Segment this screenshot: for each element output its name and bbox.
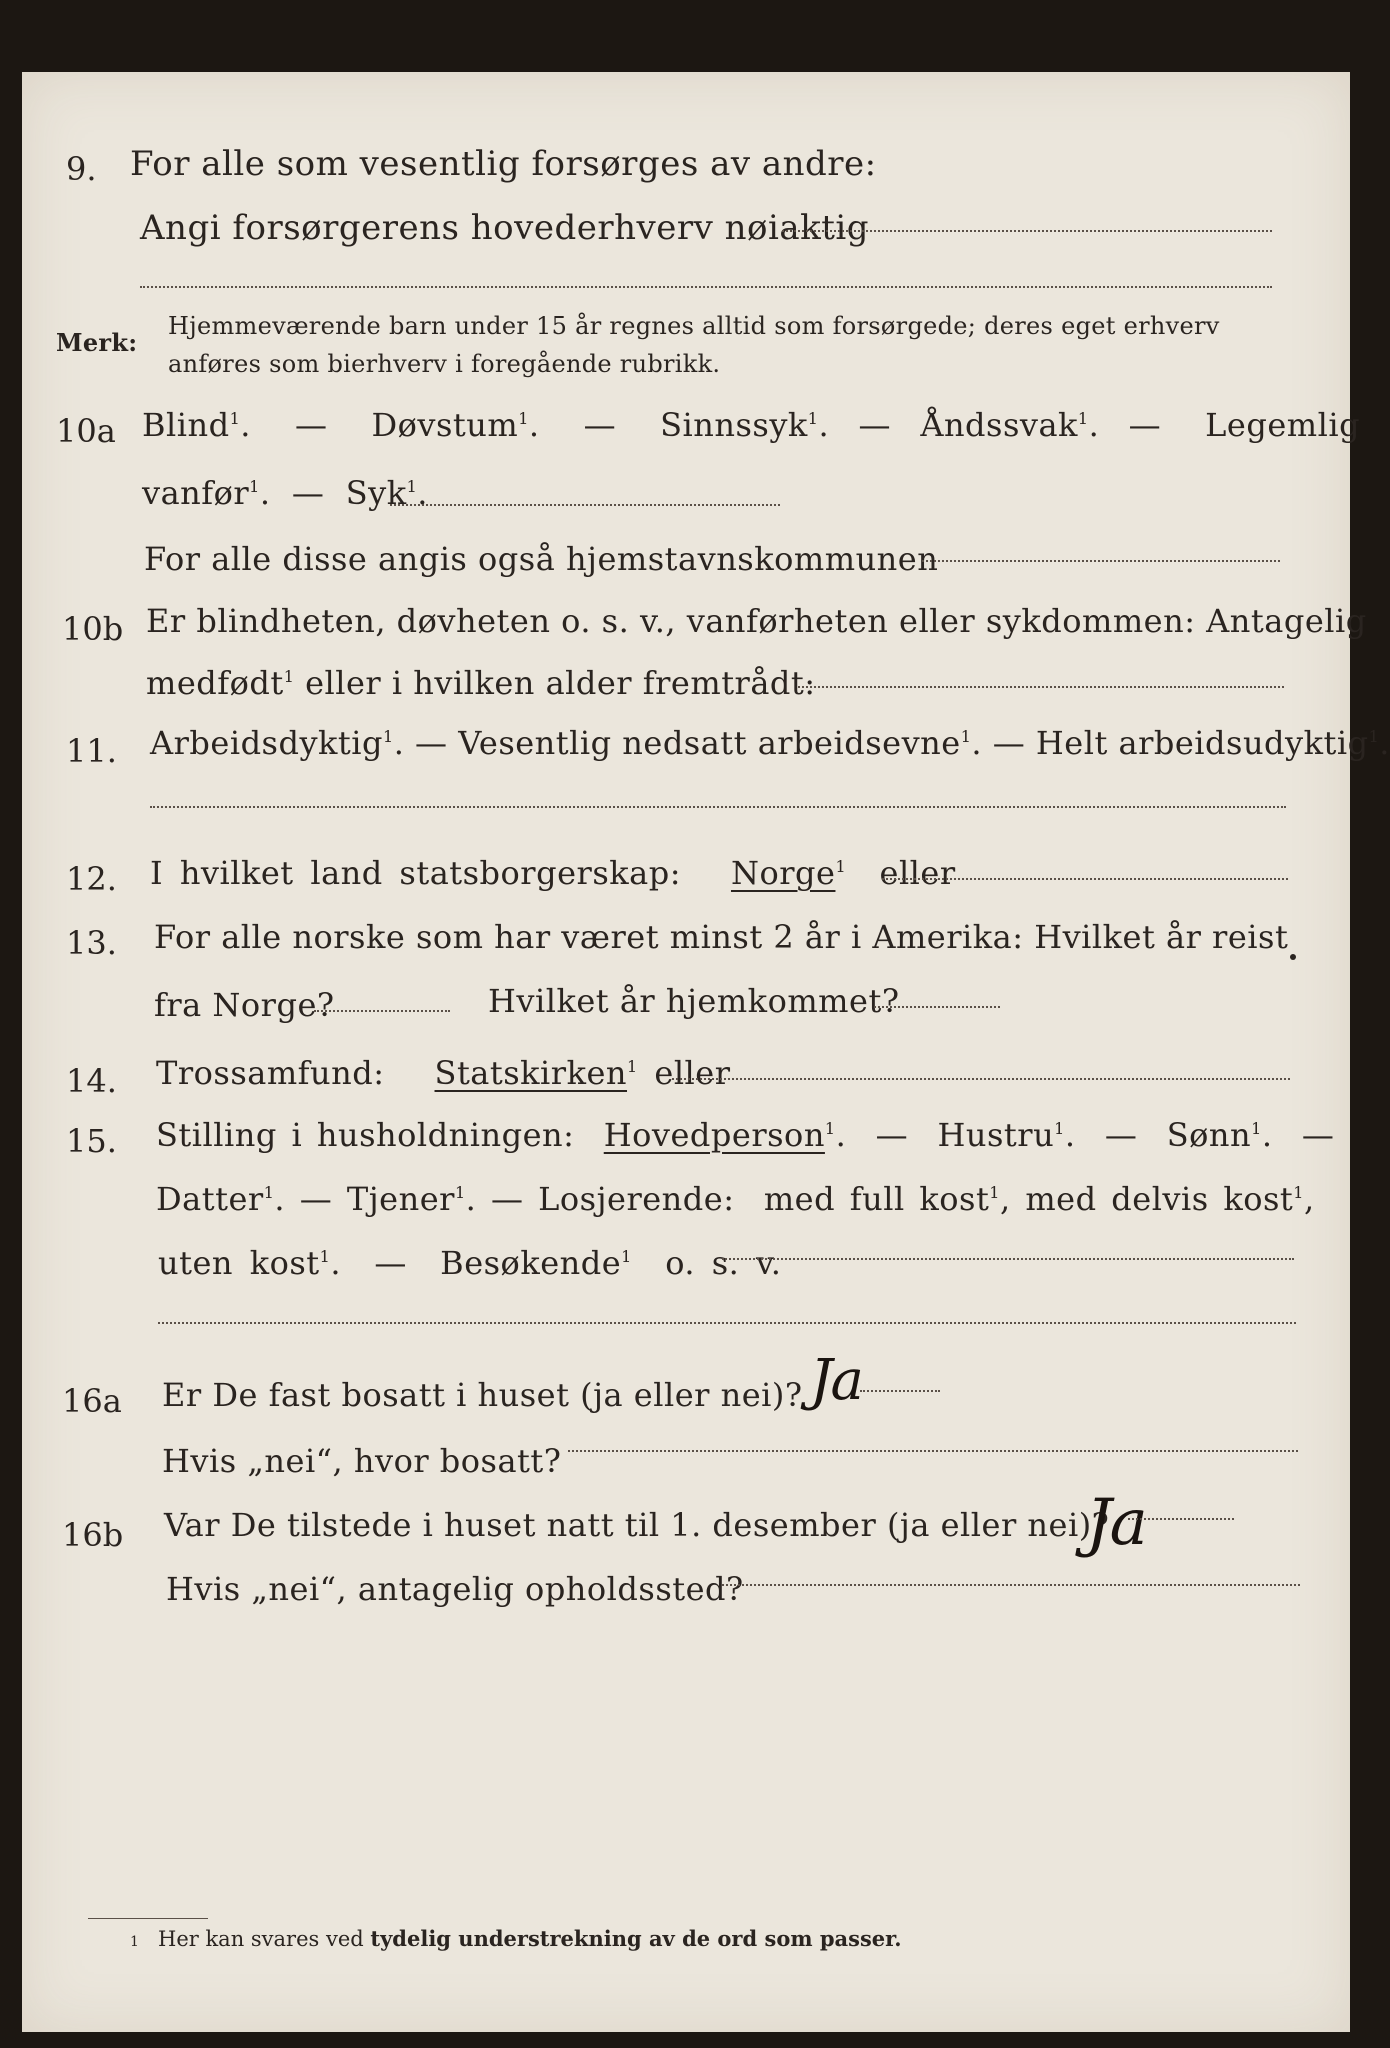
option-sinnssyk[interactable]: Sinnssyk	[660, 406, 808, 444]
option-legemlig[interactable]: Legemlig	[1205, 406, 1361, 444]
q15-line1: Stilling i husholdningen: Hovedperson$^1$. — Hustru$^1$. — Sønn$^1$. —	[156, 1116, 1335, 1154]
option-nedsatt[interactable]: Vesentlig nedsatt arbeidsevne	[458, 724, 961, 762]
footnote-rule	[88, 1918, 208, 1919]
merk-line2: anføres som bierhverv i foregående rubrikk.	[168, 350, 721, 378]
option-arbeidsdyktig[interactable]: Arbeidsdyktig	[150, 724, 383, 762]
q10a-line2: vanfør$^1$. — Syk$^1$.	[142, 474, 428, 512]
option-medfodt[interactable]: medfødt	[146, 664, 284, 702]
option-syk[interactable]: Syk	[345, 474, 407, 512]
q16b-number: 16b	[62, 1516, 124, 1554]
footnote-marker: 1	[130, 1934, 139, 1950]
q9-answer-line[interactable]	[782, 230, 1272, 232]
q13-fra-norge: fra Norge?	[154, 986, 335, 1024]
merk-label: Merk:	[56, 328, 138, 357]
q15-line2: Datter$^1$. — Tjener$^1$. — Losjerende: med full kost$^1$, med delvis kost$^1$,	[156, 1180, 1315, 1218]
q10b-answer-line[interactable]	[798, 686, 1284, 688]
q15-number: 15.	[66, 1122, 117, 1160]
census-form-page	[22, 72, 1390, 2032]
q16a-bosatt-line[interactable]	[568, 1450, 1298, 1452]
q10b-line1: Er blindheten, døvheten o. s. v., vanførheten eller sykdommen: Antagelig	[146, 602, 1367, 640]
option-norge[interactable]: Norge	[730, 854, 836, 892]
option-andssvak[interactable]: Åndssvak	[920, 406, 1078, 444]
q15-answer-line[interactable]	[722, 1258, 1294, 1260]
option-vanfor[interactable]: vanfør	[142, 474, 250, 512]
option-hustru[interactable]: Hustru	[937, 1116, 1055, 1154]
q9-line1: For alle som vesentlig forsørges av andre:	[130, 144, 877, 184]
q10b-number: 10b	[62, 610, 124, 648]
q12-line: I hvilket land statsborgerskap: Norge$^1$ eller	[150, 854, 956, 892]
option-besokende[interactable]: Besøkende	[440, 1244, 622, 1282]
q13-reist-line[interactable]	[314, 1010, 450, 1012]
q14-line: Trossamfund: Statskirken$^1$ eller	[156, 1054, 731, 1092]
option-hovedperson[interactable]: Hovedperson	[603, 1116, 825, 1154]
q10b-line2: medfødt$^1$ eller i hvilken alder fremtrådt:	[146, 664, 816, 702]
q13-hjemkommet: Hvilket år hjemkommet?	[488, 982, 900, 1020]
option-full-kost[interactable]: med full kost	[763, 1180, 990, 1218]
q16a-line2: Hvis „nei“, hvor bosatt?	[162, 1442, 562, 1480]
q14-answer-line[interactable]	[672, 1078, 1290, 1080]
q9-number: 9.	[66, 150, 97, 188]
q10a-hjemstavn-line[interactable]	[922, 560, 1280, 562]
q13-number: 13.	[66, 924, 117, 962]
q16b-line2: Hvis „nei“, antagelig opholdssted?	[166, 1570, 744, 1608]
option-uten-kost[interactable]: uten kost	[158, 1244, 320, 1282]
q11-line: Arbeidsdyktig$^1$. — Vesentlig nedsatt arbeidsevne$^1$. — Helt arbeidsudyktig$^1$.	[150, 724, 1390, 762]
q10a-number: 10a	[56, 412, 116, 450]
q9-line2: Angi forsørgerens hovederhverv nøiaktig	[140, 208, 870, 248]
option-tjener[interactable]: Tjener	[346, 1180, 455, 1218]
footnote-text: Her kan svares ved tydelig understrekning av de ord som passer.	[158, 1926, 902, 1951]
q10a-syk-line[interactable]	[390, 504, 780, 506]
option-statskirken[interactable]: Statskirken	[434, 1054, 628, 1092]
option-udyktig[interactable]: Helt arbeidsudyktig	[1035, 724, 1369, 762]
merk-line1: Hjemmeværende barn under 15 år regnes alltid som forsørgede; deres eget erhverv	[168, 312, 1220, 340]
q13-hjemkommet-line[interactable]	[874, 1006, 1000, 1008]
ink-speck	[1290, 954, 1296, 960]
q15-line3: uten kost$^1$. — Besøkende$^1$ o. s. v.	[158, 1244, 782, 1282]
q16a-answer-line[interactable]	[860, 1390, 940, 1392]
q15-answer-line-2[interactable]	[158, 1322, 1296, 1324]
q9-answer-line-2[interactable]	[140, 286, 1272, 288]
q16a-handwritten-answer[interactable]: Ja	[810, 1348, 862, 1413]
option-sonn[interactable]: Sønn	[1166, 1116, 1252, 1154]
q14-number: 14.	[66, 1062, 117, 1100]
q16a-line1: Er De fast bosatt i huset (ja eller nei)?	[162, 1376, 803, 1414]
q12-number: 12.	[66, 860, 117, 898]
q16b-opholdssted-line[interactable]	[722, 1584, 1300, 1586]
q13-line1: For alle norske som har været minst 2 år i Amerika: Hvilket år reist	[154, 918, 1289, 956]
q16a-number: 16a	[62, 1382, 122, 1420]
option-blind[interactable]: Blind	[142, 406, 230, 444]
q11-answer-line[interactable]	[150, 806, 1286, 808]
q11-number: 11.	[66, 732, 117, 770]
option-dovstum[interactable]: Døvstum	[371, 406, 519, 444]
q16b-answer-line[interactable]	[1128, 1518, 1234, 1520]
q12-answer-line[interactable]	[882, 878, 1288, 880]
q10a-line1: Blind$^1$. — Døvstum$^1$. — Sinnssyk$^1$. — Åndssvak$^1$. — Legemlig	[142, 406, 1361, 444]
q16b-line1: Var De tilstede i huset natt til 1. desember (ja eller nei)?	[164, 1506, 1110, 1544]
q10a-line3: For alle disse angis også hjemstavnskommunen	[144, 540, 939, 578]
option-delvis-kost[interactable]: med delvis kost	[1025, 1180, 1294, 1218]
option-datter[interactable]: Datter	[156, 1180, 264, 1218]
q16b-handwritten-answer[interactable]: Ja	[1086, 1486, 1146, 1560]
